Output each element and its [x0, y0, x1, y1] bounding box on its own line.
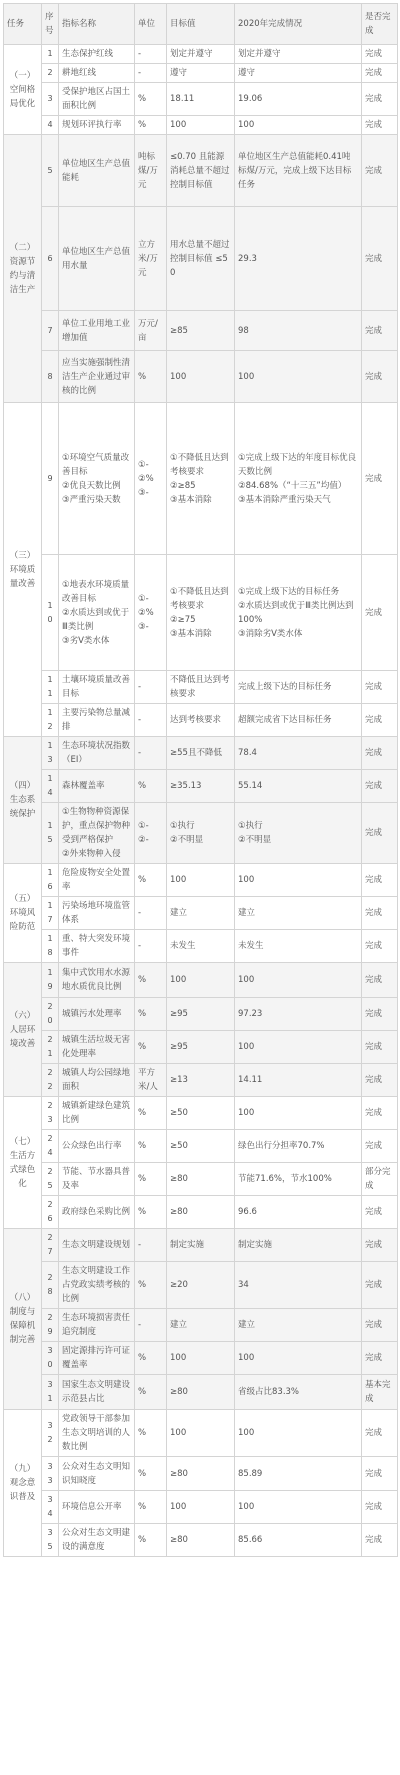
completion-status: 完成 — [362, 963, 398, 998]
cell-line: ③- — [138, 621, 149, 632]
table-row — [4, 1130, 398, 1163]
completion-status: 完成 — [362, 555, 398, 671]
cell-line: ①- — [138, 593, 149, 604]
actual-value: 100 — [235, 1491, 362, 1524]
cell-line: ②% — [138, 607, 154, 618]
row-number: 28 — [42, 1262, 59, 1309]
indicator-name: 节能、节水器具普及率 — [59, 1163, 135, 1196]
cell-line: ①- — [138, 821, 149, 831]
cell-line: ③基本消除 — [170, 494, 212, 505]
actual-value: 100 — [235, 1097, 362, 1130]
table-row — [4, 864, 398, 897]
cell-line: ①完成上级下达的年度目标优良天数比例 — [238, 452, 357, 477]
indicator-name: 公众对生态文明知识知晓度 — [59, 1457, 135, 1491]
target-value — [167, 803, 235, 864]
actual-value: 未发生 — [235, 930, 362, 963]
actual-value: 100 — [235, 116, 362, 135]
row-number: 12 — [42, 704, 59, 737]
table-row — [4, 803, 398, 864]
target-value: ≥95 — [167, 1031, 235, 1064]
task-category: （六）人居环境改善 — [4, 963, 42, 1097]
target-value: 遵守 — [167, 64, 235, 83]
actual-value: 96.6 — [235, 1196, 362, 1229]
completion-status: 完成 — [362, 1491, 398, 1524]
target-value: 100 — [167, 1342, 235, 1375]
table-row — [4, 64, 398, 83]
task-category: （二）资源节约与清洁生产 — [4, 135, 42, 403]
indicator-name: 单位地区生产总值能耗 — [59, 135, 135, 207]
task-category: （七）生活方式绿色化 — [4, 1097, 42, 1229]
cell-line: ①地表水环境质量改善目标 — [62, 579, 130, 604]
table-row — [4, 1309, 398, 1342]
cell-line: ②- — [138, 835, 149, 845]
indicator-name: 污染场地环境监管体系 — [59, 897, 135, 930]
target-value: 不降低且达到考核要求 — [167, 671, 235, 704]
indicator-name: 危险废物安全处置率 — [59, 864, 135, 897]
completion-status: 完成 — [362, 864, 398, 897]
completion-status: 完成 — [362, 998, 398, 1031]
cell-line: ②水质达到或优于Ⅲ类比例 — [62, 607, 130, 632]
table-row — [4, 1229, 398, 1262]
indicator-name: 规划环评执行率 — [59, 116, 135, 135]
table-row — [4, 83, 398, 116]
row-number: 19 — [42, 963, 59, 998]
task-category: （四）生态系统保护 — [4, 737, 42, 864]
row-number: 3 — [42, 83, 59, 116]
actual-value: 100 — [235, 1342, 362, 1375]
row-number: 27 — [42, 1229, 59, 1262]
indicator-name: 集中式饮用水水源地水质优良比例 — [59, 963, 135, 998]
header-unit: 单位 — [135, 4, 167, 45]
indicator-name: 耕地红线 — [59, 64, 135, 83]
table-row — [4, 1342, 398, 1375]
unit-cell: % — [135, 1163, 167, 1196]
row-number: 10 — [42, 555, 59, 671]
indicator-name: 生态保护红线 — [59, 45, 135, 64]
unit-cell: % — [135, 1491, 167, 1524]
actual-value: 34 — [235, 1262, 362, 1309]
header-done: 是否完成 — [362, 4, 398, 45]
target-value: 100 — [167, 864, 235, 897]
header-no: 序号 — [42, 4, 59, 45]
completion-status: 完成 — [362, 1309, 398, 1342]
indicator-name: 公众绿色出行率 — [59, 1130, 135, 1163]
completion-status: 完成 — [362, 671, 398, 704]
completion-status: 完成 — [362, 311, 398, 351]
table-row — [4, 897, 398, 930]
completion-status: 完成 — [362, 403, 398, 555]
completion-status: 完成 — [362, 930, 398, 963]
target-value: 未发生 — [167, 930, 235, 963]
row-number: 20 — [42, 998, 59, 1031]
actual-value: 建立 — [235, 1309, 362, 1342]
row-number: 7 — [42, 311, 59, 351]
unit-cell: - — [135, 1229, 167, 1262]
cell-line: ①不降低且达到考核要求 — [170, 586, 229, 611]
task-category: （一）空间格局优化 — [4, 45, 42, 135]
table-row — [4, 671, 398, 704]
unit-cell: - — [135, 704, 167, 737]
cell-line: ②不明显 — [238, 835, 272, 845]
table-row — [4, 1524, 398, 1557]
target-value: 100 — [167, 963, 235, 998]
table-row — [4, 1196, 398, 1229]
unit-cell: % — [135, 83, 167, 116]
indicator-name: 生态环境损害责任追究制度 — [59, 1309, 135, 1342]
row-number: 25 — [42, 1163, 59, 1196]
cell-line: ①- — [138, 459, 149, 470]
completion-status: 完成 — [362, 1130, 398, 1163]
row-number: 1 — [42, 45, 59, 64]
task-category: （三）环境质量改善 — [4, 403, 42, 737]
table-row — [4, 963, 398, 998]
unit-cell: % — [135, 864, 167, 897]
completion-status: 完成 — [362, 1229, 398, 1262]
actual-value: 100 — [235, 864, 362, 897]
table-row — [4, 555, 398, 671]
unit-cell — [135, 403, 167, 555]
cell-line: ②≥85 — [170, 480, 196, 491]
actual-value: 29.3 — [235, 207, 362, 311]
table-row — [4, 930, 398, 963]
table-row — [4, 998, 398, 1031]
unit-cell: % — [135, 1130, 167, 1163]
cell-line: ③基本消除严重污染天气 — [238, 494, 331, 505]
indicator-name: 重、特大突发环境事件 — [59, 930, 135, 963]
table-row — [4, 770, 398, 803]
actual-value: 100 — [235, 1031, 362, 1064]
completion-status: 完成 — [362, 737, 398, 770]
header-target: 目标值 — [167, 4, 235, 45]
actual-value — [235, 555, 362, 671]
table-row — [4, 1163, 398, 1196]
indicator-name: 城镇新建绿色建筑比例 — [59, 1097, 135, 1130]
table-row — [4, 1491, 398, 1524]
indicator-name — [59, 803, 135, 864]
target-value: ≤0.70 且能源消耗总量不超过控制目标值 — [167, 135, 235, 207]
table-row — [4, 737, 398, 770]
completion-status: 完成 — [362, 1524, 398, 1557]
target-value: 100 — [167, 1410, 235, 1457]
indicator-name: 城镇污水处理率 — [59, 998, 135, 1031]
actual-value: 绿色出行分担率70.7% — [235, 1130, 362, 1163]
indicator-name: 受保护地区占国土面积比例 — [59, 83, 135, 116]
cell-line: ③严重污染天数 — [62, 494, 121, 505]
cell-line: ③基本消除 — [170, 628, 212, 639]
target-value: ≥95 — [167, 998, 235, 1031]
table-row — [4, 135, 398, 207]
indicator-name: 国家生态文明建设示范县占比 — [59, 1375, 135, 1410]
row-number: 2 — [42, 64, 59, 83]
target-value — [167, 555, 235, 671]
unit-cell: - — [135, 45, 167, 64]
actual-value: 100 — [235, 1410, 362, 1457]
unit-cell: 吨标煤/万元 — [135, 135, 167, 207]
completion-status: 完成 — [362, 1262, 398, 1309]
actual-value: 100 — [235, 963, 362, 998]
completion-status: 完成 — [362, 1064, 398, 1097]
table-row — [4, 1262, 398, 1309]
completion-status: 完成 — [362, 1457, 398, 1491]
target-value: 制定实施 — [167, 1229, 235, 1262]
completion-status: 完成 — [362, 64, 398, 83]
task-category: （八）制度与保障机制完善 — [4, 1229, 42, 1410]
actual-value: 85.66 — [235, 1524, 362, 1557]
unit-cell — [135, 803, 167, 864]
target-value: 用水总量不超过控制目标值 ≤50 — [167, 207, 235, 311]
row-number: 32 — [42, 1410, 59, 1457]
actual-value: 85.89 — [235, 1457, 362, 1491]
row-number: 21 — [42, 1031, 59, 1064]
unit-cell: - — [135, 64, 167, 83]
row-number: 5 — [42, 135, 59, 207]
unit-cell: 立方米/万元 — [135, 207, 167, 311]
actual-value: 14.11 — [235, 1064, 362, 1097]
unit-cell: - — [135, 1309, 167, 1342]
indicator-name: 党政领导干部参加生态文明培训的人数比例 — [59, 1410, 135, 1457]
indicator-name — [59, 403, 135, 555]
target-value: ≥13 — [167, 1064, 235, 1097]
table-row — [4, 116, 398, 135]
actual-value: 97.23 — [235, 998, 362, 1031]
completion-status: 完成 — [362, 803, 398, 864]
table-row — [4, 45, 398, 64]
actual-value: 单位地区生产总值能耗0.41吨标煤/万元，完成上级下达目标任务 — [235, 135, 362, 207]
row-number: 24 — [42, 1130, 59, 1163]
row-number: 9 — [42, 403, 59, 555]
cell-line: ②外来物种入侵 — [62, 849, 121, 859]
cell-line: ②≥75 — [170, 614, 196, 625]
actual-value: 55.14 — [235, 770, 362, 803]
target-value: 100 — [167, 351, 235, 403]
indicator-name: 环境信息公开率 — [59, 1491, 135, 1524]
indicator-name: 主要污染物总量减排 — [59, 704, 135, 737]
unit-cell: 平方米/人 — [135, 1064, 167, 1097]
target-value: ≥80 — [167, 1163, 235, 1196]
row-number: 30 — [42, 1342, 59, 1375]
indicator-name: 城镇人均公园绿地面积 — [59, 1064, 135, 1097]
cell-line: ①执行 — [238, 821, 263, 831]
target-value: 100 — [167, 116, 235, 135]
indicator-name: 单位工业用地工业增加值 — [59, 311, 135, 351]
row-number: 31 — [42, 1375, 59, 1410]
indicator-name: 城镇生活垃圾无害化处理率 — [59, 1031, 135, 1064]
row-number: 6 — [42, 207, 59, 311]
cell-line: ②优良天数比例 — [62, 480, 121, 491]
completion-status: 完成 — [362, 45, 398, 64]
table-row — [4, 704, 398, 737]
row-number: 4 — [42, 116, 59, 135]
target-value: ≥80 — [167, 1524, 235, 1557]
completion-status: 完成 — [362, 116, 398, 135]
completion-status: 完成 — [362, 83, 398, 116]
completion-status: 完成 — [362, 1410, 398, 1457]
unit-cell: % — [135, 1262, 167, 1309]
unit-cell: % — [135, 1031, 167, 1064]
target-value: ≥85 — [167, 311, 235, 351]
completion-status: 完成 — [362, 351, 398, 403]
indicator-name: 单位地区生产总值用水量 — [59, 207, 135, 311]
row-number: 35 — [42, 1524, 59, 1557]
indicator-name: 固定源排污许可证覆盖率 — [59, 1342, 135, 1375]
actual-value: 超额完成省下达目标任务 — [235, 704, 362, 737]
actual-value: 100 — [235, 351, 362, 403]
actual-value — [235, 403, 362, 555]
table-row — [4, 1064, 398, 1097]
target-value: ≥80 — [167, 1457, 235, 1491]
header-task: 任务 — [4, 4, 42, 45]
indicator-name: 土壤环境质量改善目标 — [59, 671, 135, 704]
unit-cell: 万元/亩 — [135, 311, 167, 351]
table-row — [4, 1410, 398, 1457]
target-value: 100 — [167, 1491, 235, 1524]
row-number: 14 — [42, 770, 59, 803]
target-value: 建立 — [167, 1309, 235, 1342]
cell-line: ①完成上级下达的目标任务 — [238, 586, 340, 597]
actual-value: 制定实施 — [235, 1229, 362, 1262]
unit-cell: - — [135, 930, 167, 963]
table-row — [4, 207, 398, 311]
unit-cell: % — [135, 770, 167, 803]
target-value: ≥80 — [167, 1375, 235, 1410]
actual-value: 省级占比83.3% — [235, 1375, 362, 1410]
table-row — [4, 311, 398, 351]
completion-status: 基本完成 — [362, 1375, 398, 1410]
cell-line: ③消除劣V类水体 — [238, 628, 303, 639]
cell-line: ②不明显 — [170, 835, 204, 845]
actual-value: 划定并遵守 — [235, 45, 362, 64]
row-number: 8 — [42, 351, 59, 403]
header-name: 指标名称 — [59, 4, 135, 45]
actual-value: 节能71.6%，节水100% — [235, 1163, 362, 1196]
actual-value: 完成上级下达的目标任务 — [235, 671, 362, 704]
indicator-name: 应当实施强制性清洁生产企业通过审核的比例 — [59, 351, 135, 403]
target-value: 划定并遵守 — [167, 45, 235, 64]
row-number: 22 — [42, 1064, 59, 1097]
completion-status: 完成 — [362, 1196, 398, 1229]
row-number: 23 — [42, 1097, 59, 1130]
target-value: ≥50 — [167, 1097, 235, 1130]
cell-line: ③劣V类水体 — [62, 635, 110, 646]
row-number: 16 — [42, 864, 59, 897]
table-row — [4, 1097, 398, 1130]
table-row — [4, 351, 398, 403]
target-value: 18.11 — [167, 83, 235, 116]
unit-cell: % — [135, 1342, 167, 1375]
cell-line: ①生物物种资源保护，重点保护物种受到严格保护 — [62, 807, 131, 845]
table-row — [4, 1375, 398, 1410]
row-number: 13 — [42, 737, 59, 770]
unit-cell: % — [135, 1196, 167, 1229]
row-number: 26 — [42, 1196, 59, 1229]
unit-cell: % — [135, 1410, 167, 1457]
cell-line: ①执行 — [170, 821, 195, 831]
cell-line: ②水质达到或优于Ⅲ类比例达到100% — [238, 600, 354, 625]
indicator-name: 生态环境状况指数（EI） — [59, 737, 135, 770]
target-value — [167, 403, 235, 555]
target-value: 达到考核要求 — [167, 704, 235, 737]
target-value: 建立 — [167, 897, 235, 930]
actual-value: 19.06 — [235, 83, 362, 116]
target-value: ≥50 — [167, 1130, 235, 1163]
indicator-name: 森林覆盖率 — [59, 770, 135, 803]
actual-value — [235, 803, 362, 864]
task-category: （九）观念意识普及 — [4, 1410, 42, 1557]
indicator-name: 生态文明建设规划 — [59, 1229, 135, 1262]
table-row — [4, 1031, 398, 1064]
cell-line: ③- — [138, 487, 149, 498]
target-value: ≥20 — [167, 1262, 235, 1309]
unit-cell: % — [135, 1097, 167, 1130]
table-row — [4, 403, 398, 555]
cell-line: ①不降低且达到考核要求 — [170, 452, 229, 477]
row-number: 15 — [42, 803, 59, 864]
header-actual: 2020年完成情况 — [235, 4, 362, 45]
task-category: （五）环境风险防范 — [4, 864, 42, 963]
indicator-name — [59, 555, 135, 671]
unit-cell: % — [135, 1457, 167, 1491]
unit-cell: - — [135, 897, 167, 930]
completion-status: 完成 — [362, 770, 398, 803]
unit-cell: % — [135, 116, 167, 135]
indicator-name: 生态文明建设工作占党政实绩考核的比例 — [59, 1262, 135, 1309]
target-value: ≥55且不降低 — [167, 737, 235, 770]
actual-value: 98 — [235, 311, 362, 351]
cell-line: ②% — [138, 473, 154, 484]
table-header — [4, 4, 398, 45]
completion-status: 完成 — [362, 1097, 398, 1130]
unit-cell — [135, 555, 167, 671]
completion-status: 完成 — [362, 207, 398, 311]
completion-status: 完成 — [362, 135, 398, 207]
completion-status: 完成 — [362, 704, 398, 737]
target-value: ≥35.13 — [167, 770, 235, 803]
row-number: 33 — [42, 1457, 59, 1491]
row-number: 34 — [42, 1491, 59, 1524]
actual-value: 遵守 — [235, 64, 362, 83]
unit-cell: % — [135, 351, 167, 403]
table-row — [4, 1457, 398, 1491]
completion-status: 完成 — [362, 1342, 398, 1375]
cell-line: ②84.68%（“十三五”均值） — [238, 480, 347, 491]
unit-cell: % — [135, 963, 167, 998]
unit-cell: % — [135, 1375, 167, 1410]
unit-cell: % — [135, 1524, 167, 1557]
unit-cell: - — [135, 671, 167, 704]
actual-value: 78.4 — [235, 737, 362, 770]
indicator-table — [3, 3, 398, 1557]
completion-status: 完成 — [362, 1031, 398, 1064]
unit-cell: % — [135, 998, 167, 1031]
table-body — [4, 45, 398, 1557]
completion-status: 部分完成 — [362, 1163, 398, 1196]
row-number: 17 — [42, 897, 59, 930]
row-number: 18 — [42, 930, 59, 963]
actual-value: 建立 — [235, 897, 362, 930]
completion-status: 完成 — [362, 897, 398, 930]
cell-line: ①环境空气质量改善目标 — [62, 452, 130, 477]
row-number: 29 — [42, 1309, 59, 1342]
row-number: 11 — [42, 671, 59, 704]
unit-cell: - — [135, 737, 167, 770]
indicator-name: 公众对生态文明建设的满意度 — [59, 1524, 135, 1557]
indicator-name: 政府绿色采购比例 — [59, 1196, 135, 1229]
target-value: ≥80 — [167, 1196, 235, 1229]
